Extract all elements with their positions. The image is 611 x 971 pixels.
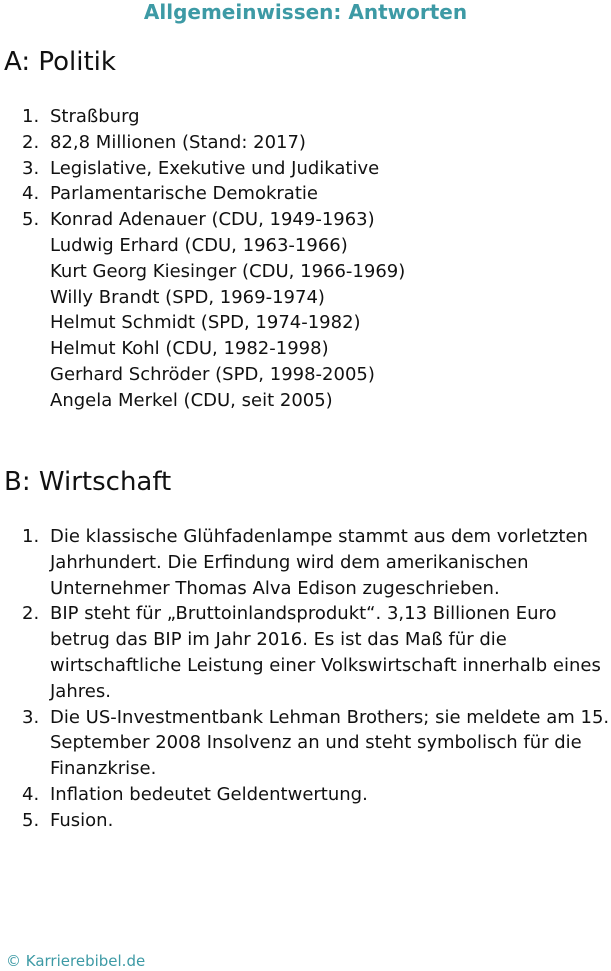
answer-number: 1.: [22, 106, 40, 127]
answer-item: [22, 782, 611, 808]
answer-text: [50, 130, 611, 156]
answer-line: Straßburg: [50, 106, 140, 127]
answer-item: [22, 808, 611, 834]
answer-text: [50, 181, 611, 207]
answer-number: 3.: [22, 706, 40, 728]
answer-item: [22, 156, 611, 182]
chancellor-entry: Helmut Schmidt (SPD, 1974-1982): [50, 312, 361, 334]
page-title: Allgemeinwissen: Antworten: [143, 0, 468, 24]
answer-item: [22, 705, 611, 782]
answers-list-politik: [22, 104, 611, 414]
chancellor-entry: Konrad Adenauer (CDU, 1949-1963): [50, 209, 375, 231]
answer-number: 5.: [22, 809, 40, 831]
chancellor-entry: Kurt Georg Kiesinger (CDU, 1966-1969): [50, 260, 406, 282]
chancellor-list: [50, 207, 611, 413]
answers-list-wirtschaft: [22, 524, 611, 834]
answer-number: 4.: [22, 183, 40, 205]
answer-number: 1.: [22, 526, 40, 547]
answer-text: Die klassische Glühfadenlampe stammt aus dem vorletzten Jahrhundert. Die Erfindung wird dem amerikanischen Unternehmer Thomas Alva Edison zugeschrieben.: [50, 526, 588, 599]
answer-number: 2.: [22, 131, 40, 153]
answer-text: [50, 156, 611, 182]
answer-item: [22, 601, 611, 704]
chancellor-entry: Angela Merkel (CDU, seit 2005): [50, 389, 333, 411]
chancellor-entry: Ludwig Erhard (CDU, 1963-1966): [50, 234, 348, 256]
answer-text: BIP steht für „Bruttoinlandsprodukt“. 3,13 Billionen Euro betrug das BIP im Jahr 2016. Es ist das Maß für die wirtschaftliche Leistung einer Volkswirtschaft innerhalb eines Jahres.: [50, 603, 601, 702]
answer-number: 3.: [22, 157, 40, 179]
answer-item: [22, 524, 611, 601]
answer-item: [22, 130, 611, 156]
section-title-wirtschaft: B: Wirtschaft: [4, 467, 172, 497]
answer-item-chancellors: [22, 207, 611, 413]
answer-item: [22, 104, 611, 130]
chancellor-entry: Helmut Kohl (CDU, 1982-1998): [50, 338, 329, 360]
answer-number: 4.: [22, 783, 40, 805]
answer-text: Fusion.: [50, 809, 114, 831]
answer-line: Parlamentarische Demokratie: [50, 183, 318, 205]
chancellor-entry: Willy Brandt (SPD, 1969-1974): [50, 286, 325, 308]
section-title-politik: A: Politik: [4, 47, 116, 77]
answer-text: Inflation bedeutet Geldentwertung.: [50, 783, 368, 805]
answer-text: [50, 104, 611, 130]
answer-line: Legislative, Exekutive und Judikative: [50, 157, 380, 179]
footer-copyright: © Karrierebibel.de: [6, 952, 146, 970]
chancellor-entry: Gerhard Schröder (SPD, 1998-2005): [50, 363, 375, 385]
answer-number: 5.: [22, 209, 40, 231]
answer-number: 2.: [22, 603, 40, 625]
answer-text: Die US-Investmentbank Lehman Brothers; sie meldete am 15. September 2008 Insolvenz an und steht symbolisch für die Finanzkrise.: [50, 706, 610, 780]
answer-item: [22, 181, 611, 207]
answer-line: 82,8 Millionen (Stand: 2017): [50, 131, 306, 153]
